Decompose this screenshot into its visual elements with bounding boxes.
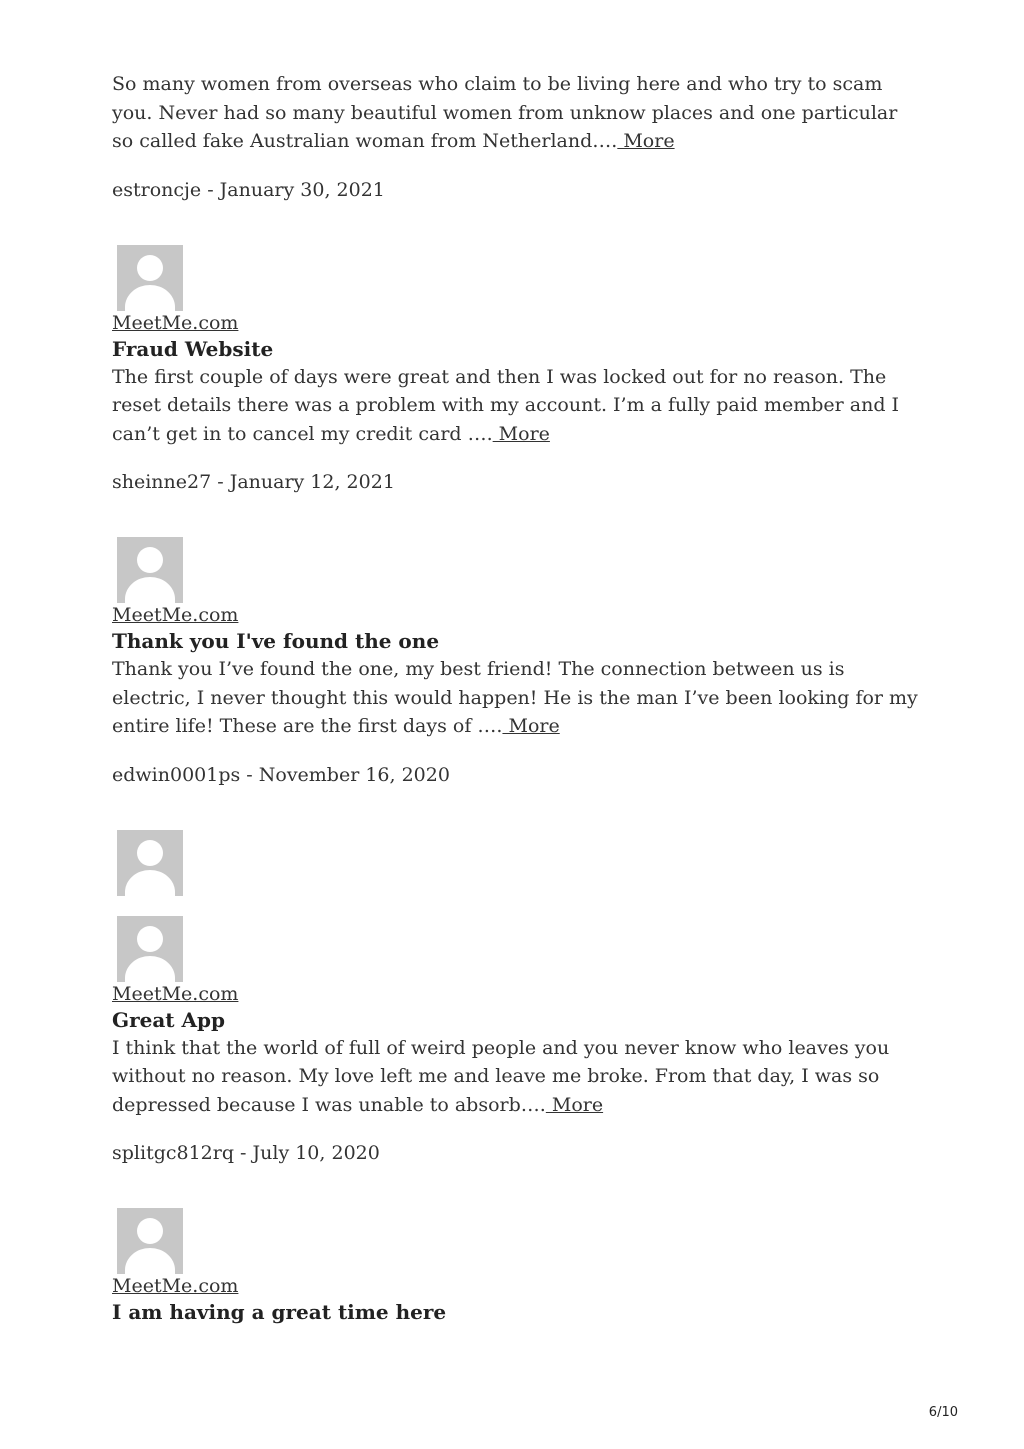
reviews-page (112, 70, 922, 1326)
page-number: 6/10 (928, 1405, 958, 1420)
review-text: Thank you I’ve found the one, my best friend! The connection between us is electric, I never thought this would happen! He is the man I’ve been looking for my entire life! These are the first days of …. More (112, 658, 918, 737)
review-meta: splitgc812rq - July 10, 2020 (112, 1142, 380, 1164)
review-meta: estroncje - January 30, 2021 (112, 178, 385, 201)
more-link[interactable]: More (502, 715, 560, 737)
review-item (112, 830, 922, 1168)
more-link[interactable]: More (492, 422, 550, 445)
site-link[interactable]: MeetMe.com (112, 982, 239, 1005)
avatar (117, 1208, 183, 1274)
review-item (112, 245, 922, 497)
review-meta: edwin0001ps - November 16, 2020 (112, 763, 450, 786)
review-title: Great App (112, 1007, 225, 1032)
avatar (117, 537, 183, 603)
site-name (112, 603, 922, 627)
avatar (117, 830, 183, 896)
site-link[interactable]: MeetMe.com (112, 1275, 239, 1297)
more-link[interactable]: More (545, 1093, 604, 1116)
site-name (112, 311, 922, 335)
review-title: Thank you I've found the one (112, 629, 440, 653)
site-link[interactable]: MeetMe.com (112, 604, 239, 626)
avatar (117, 916, 183, 982)
review-meta: sheinne27 - January 12, 2021 (112, 471, 395, 493)
review-title: I am having a great time here (112, 1300, 447, 1324)
review-item (112, 1208, 922, 1326)
review-text: The first couple of days were great and then I was locked out for no reason. The reset details there was a problem with my account. I’m a fully paid member and I can’t get in to cancel my credit card …. More (112, 365, 900, 445)
review-item (112, 537, 922, 789)
site-name (112, 1274, 922, 1298)
more-link[interactable]: More (617, 130, 675, 152)
review-text: I think that the world of full of weird people and you never know who leaves you without no reason. My love left me and leave me broke. From that day, I was so depressed because I was unable to absorb…. More (112, 1036, 890, 1116)
avatar (117, 245, 183, 311)
site-link[interactable]: MeetMe.com (112, 311, 239, 334)
site-name (112, 982, 922, 1006)
review-text: So many women from overseas who claim to be living here and who try to scam you. Never had so many beautiful women from unknow places and one particular so called fake Australian woman from Netherland…. More (112, 73, 898, 152)
review-title: Fraud Website (112, 336, 274, 361)
